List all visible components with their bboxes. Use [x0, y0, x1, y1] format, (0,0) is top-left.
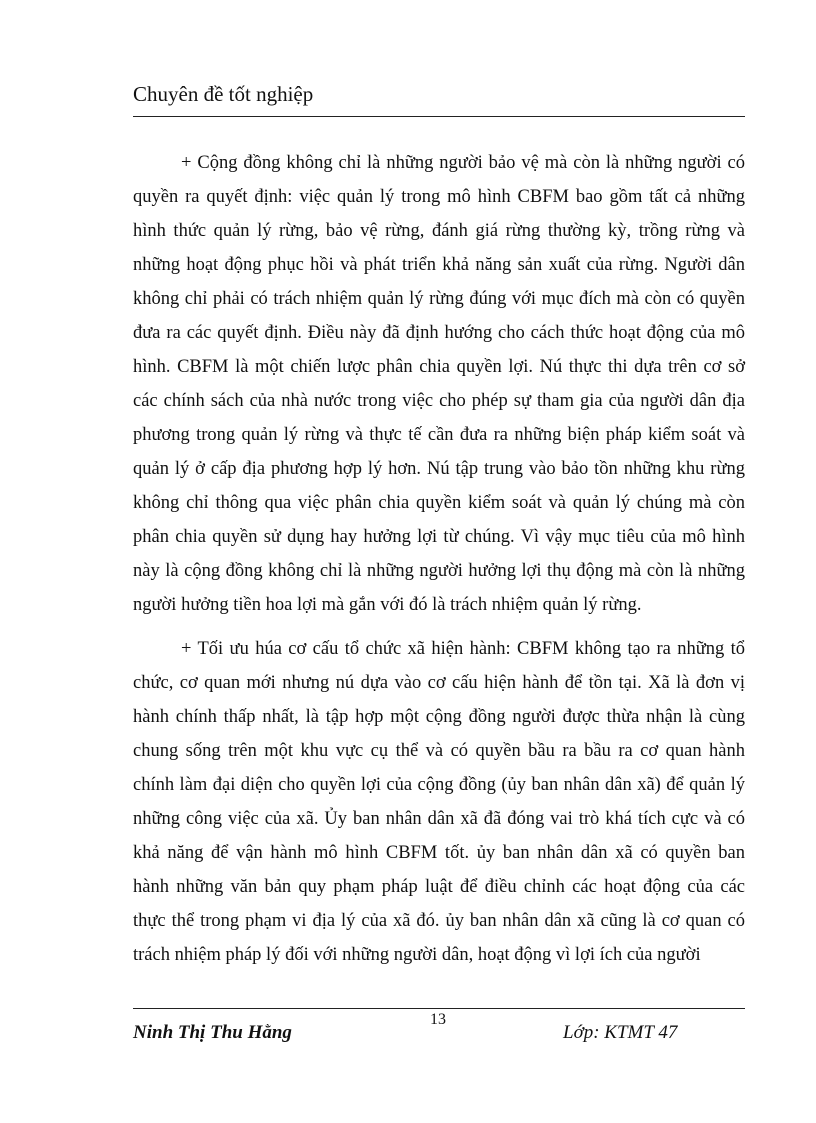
header-title: Chuyên đề tốt nghiệp — [133, 82, 314, 106]
text-line: không chỉ thông qua việc phân chia quyền kiểm soát và quản lý chúng mà còn — [133, 493, 745, 513]
paragraph — [133, 632, 745, 972]
text-line: những công việc của xã. Ủy ban nhân dân xã đã đóng vai trò khá tích cực và có — [133, 809, 745, 829]
text-line: những hoạt động phục hồi và phát triển khả năng sản xuất của rừng. Người dân — [133, 255, 745, 275]
text-line: các chính sách của nhà nước trong việc cho phép sự tham gia của người dân địa — [133, 391, 745, 411]
text-line: + Cộng đồng không chỉ là những người bảo vệ mà còn là những người có — [181, 153, 745, 173]
text-line: quản lý ở cấp địa phương hợp lý hơn. Nú tập trung vào bảo tồn những khu rừng — [133, 459, 745, 479]
text-line: chung sống trên một khu vực cụ thể và có quyền bầu ra bầu ra cơ quan hành — [133, 741, 745, 761]
text-line: trách nhiệm pháp lý đối với những người dân, hoạt động vì lợi ích của người — [133, 945, 701, 965]
text-line: người hưởng tiền hoa lợi mà gắn với đó là trách nhiệm quản lý rừng. — [133, 595, 642, 615]
text-line: phân chia quyền sử dụng hay hưởng lợi từ chúng. Vì vậy mục tiêu của mô hình — [133, 527, 745, 547]
text-line: chức, cơ quan mới nhưng nú dựa vào cơ cấu hiện hành để tồn tại. Xã là đơn vị — [133, 673, 745, 693]
text-line: không chỉ phải có trách nhiệm quản lý rừng đúng với mục đích mà còn có quyền — [133, 289, 745, 309]
text-line: + Tối ưu húa cơ cấu tổ chức xã hiện hành: CBFM không tạo ra những tổ — [181, 639, 745, 659]
text-line: thực thể trong phạm vi địa lý của xã đó. ủy ban nhân dân xã cũng là cơ quan có — [133, 911, 745, 931]
header-divider — [133, 116, 745, 117]
footer-author: Ninh Thị Thu Hằng — [133, 1022, 292, 1043]
text-line: đưa ra các quyết định. Điều này đã định hướng cho cách thức hoạt động của mô — [133, 323, 745, 343]
text-line: chính làm đại diện cho quyền lợi của cộng đồng (ủy ban nhân dân xã) để quản lý — [133, 775, 745, 795]
paragraph — [133, 146, 745, 622]
footer-divider — [133, 1008, 745, 1009]
text-line: hình. CBFM là một chiến lược phân chia quyền lợi. Nú thực thi dựa trên cơ sở — [133, 357, 745, 377]
text-line: phương trong quản lý rừng và thực tế cần đưa ra những biện pháp kiểm soát và — [133, 425, 745, 445]
document-body — [133, 146, 745, 982]
footer-class: Lớp: KTMT 47 — [563, 1022, 678, 1043]
page-number: 13 — [430, 1011, 446, 1028]
text-line: hành những văn bản quy phạm pháp luật để điều chỉnh các hoạt động của các — [133, 877, 745, 897]
text-line: hành chính thấp nhất, là tập hợp một cộng đồng người được thừa nhận là cùng — [133, 707, 745, 727]
text-line: khả năng để vận hành mô hình CBFM tốt. ủy ban nhân dân xã có quyền ban — [133, 843, 745, 863]
text-line: quyền ra quyết định: việc quản lý trong mô hình CBFM bao gồm tất cả những — [133, 187, 745, 207]
text-line: hình thức quản lý rừng, bảo vệ rừng, đánh giá rừng thường kỳ, trồng rừng và — [133, 221, 745, 241]
text-line: này là cộng đồng không chỉ là những người hưởng lợi thụ động mà còn là những — [133, 561, 745, 581]
